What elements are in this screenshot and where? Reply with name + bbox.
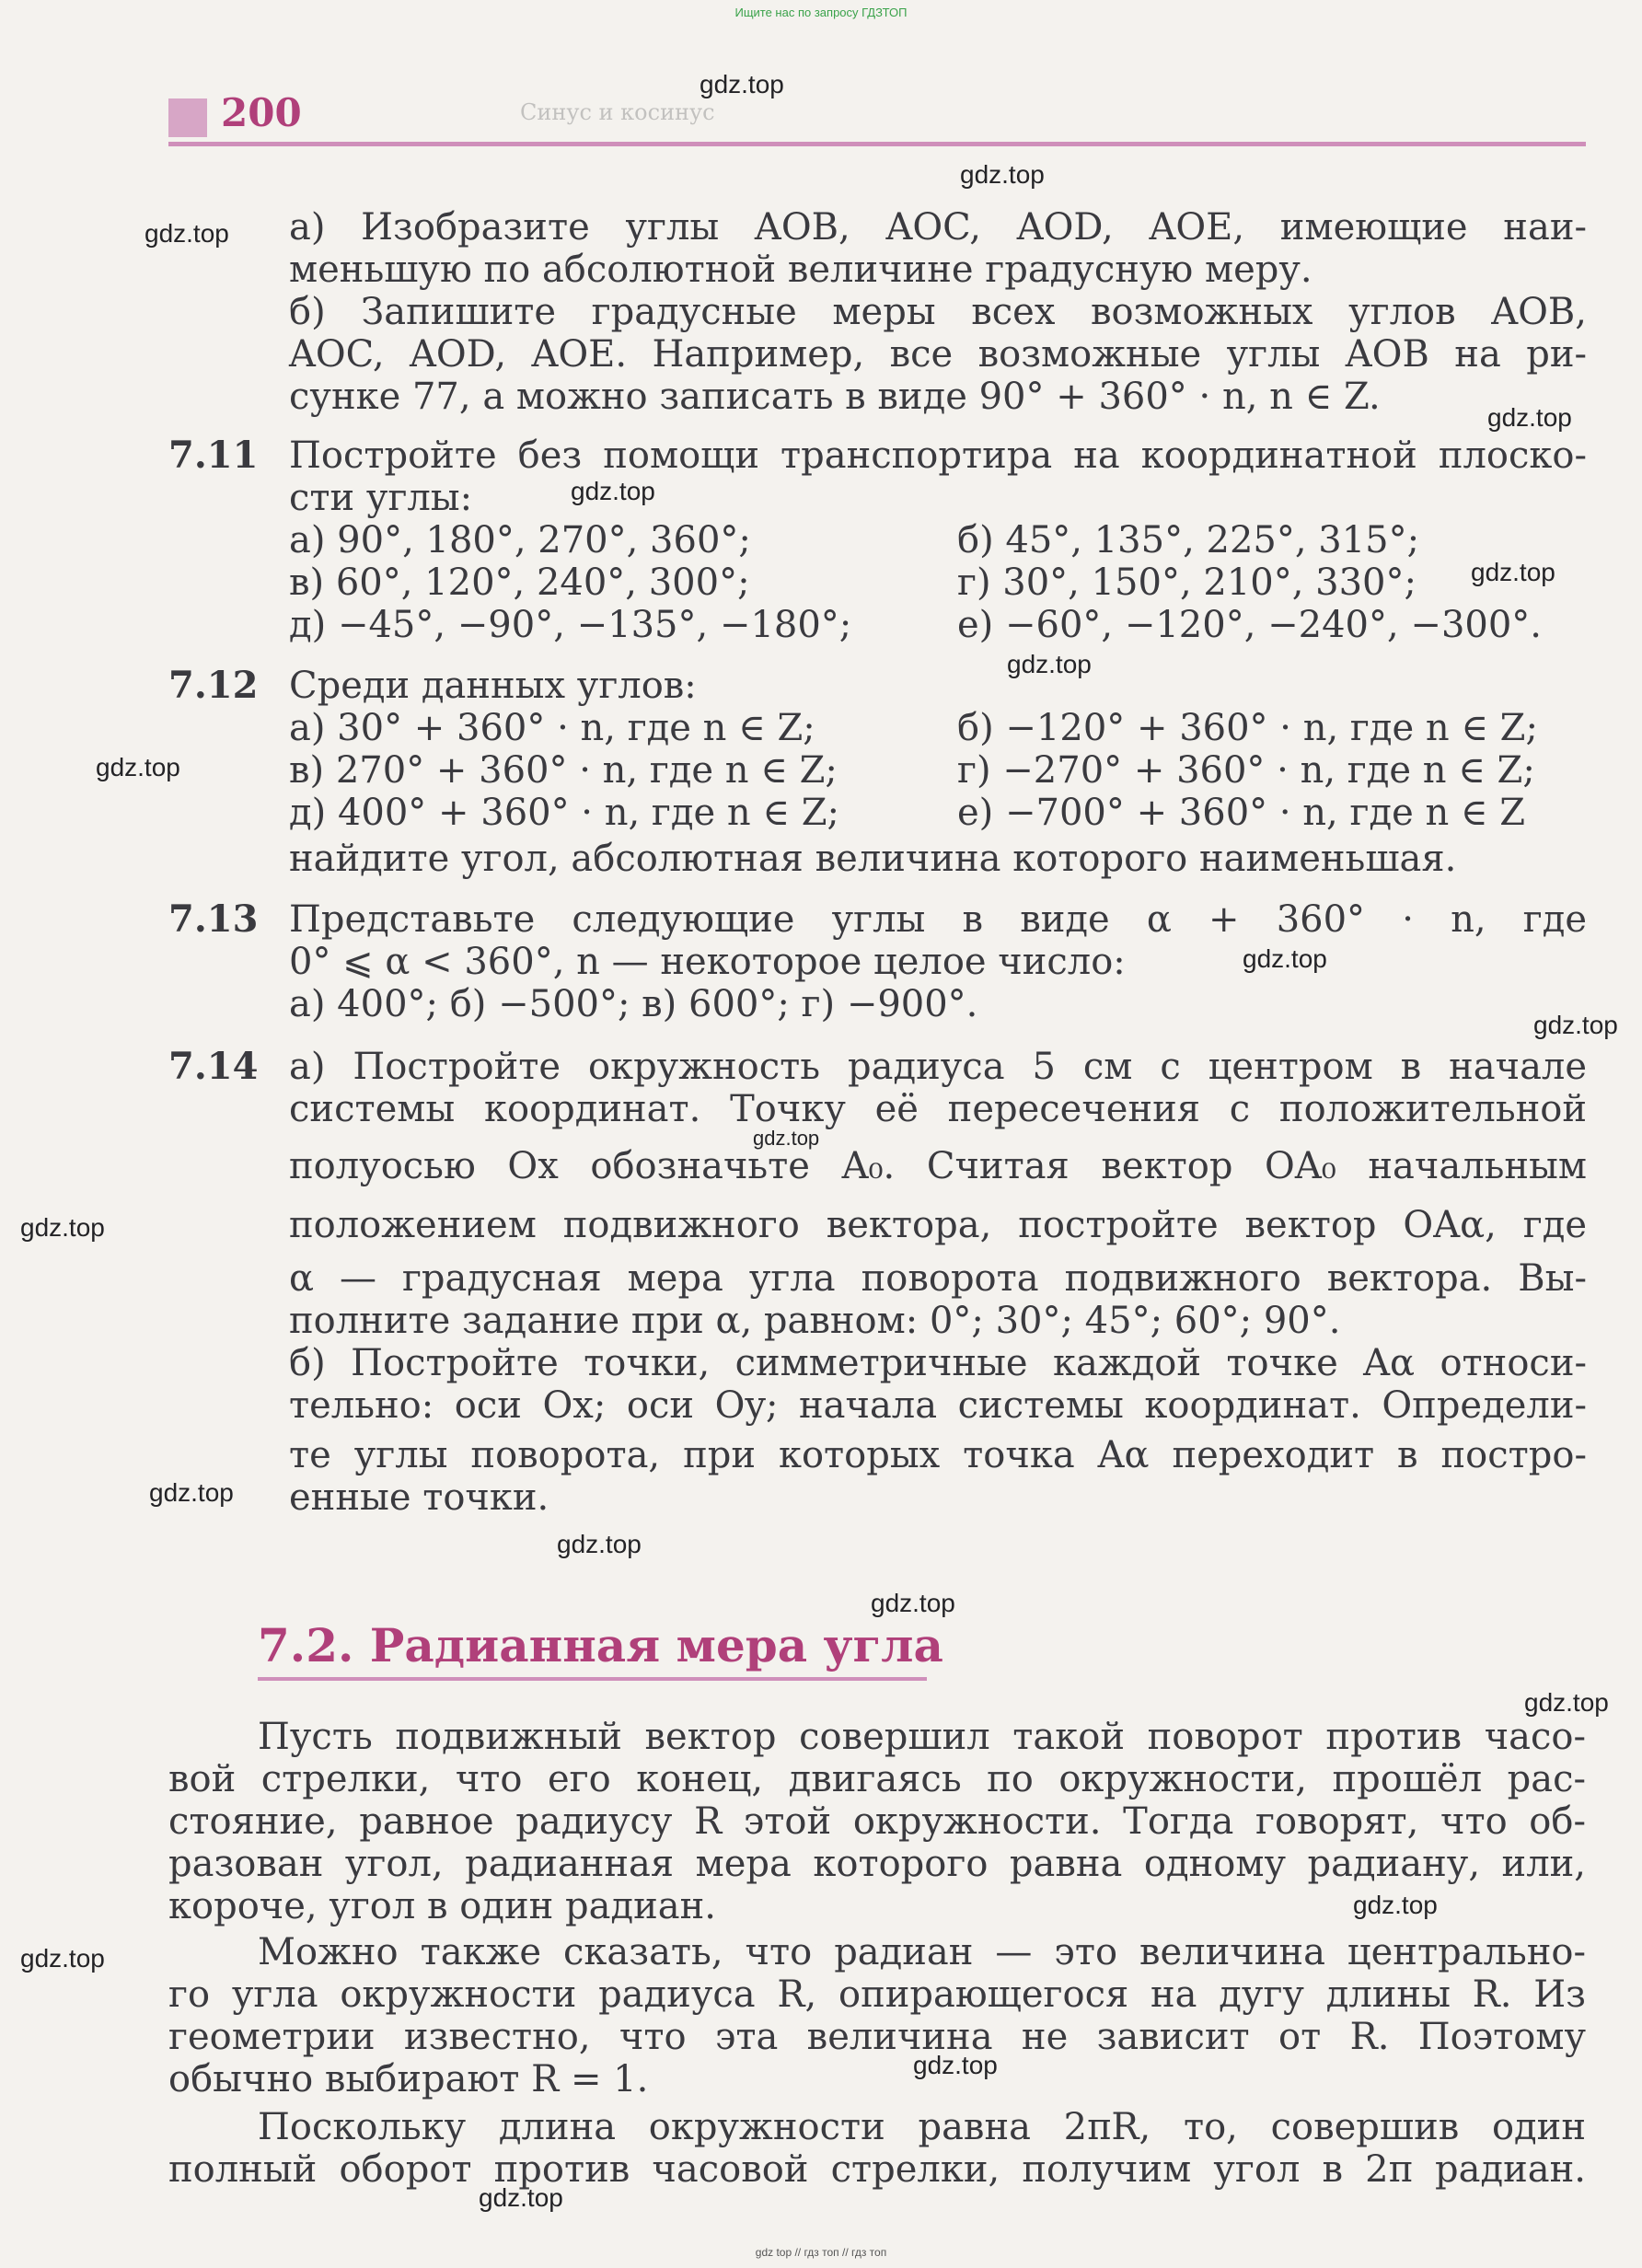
section-rule bbox=[258, 1677, 927, 1681]
text-line: б) Постройте точки, симметричные каждой точке Aα относи- bbox=[289, 1342, 1587, 1384]
text-line: тельно: оси Ox; оси Oy; начала системы координат. Определи- bbox=[289, 1384, 1587, 1427]
problem-number-7-12: 7.12 bbox=[168, 664, 259, 707]
text-line: меньшую по абсолютной величине градусную меру. bbox=[289, 249, 1312, 291]
watermark: gdz.top bbox=[145, 219, 229, 248]
answer-option: е) −700° + 360° · n, где n ∈ Z bbox=[957, 792, 1526, 834]
paragraph-line: Поскольку длина окружности равна 2πR, то, совершив один bbox=[258, 2106, 1586, 2148]
text-line: б) Запишите градусные меры всех возможных углов AOB, bbox=[289, 291, 1587, 333]
paragraph-line: Пусть подвижный вектор совершил такой поворот против часо- bbox=[258, 1716, 1586, 1758]
answer-option: г) −270° + 360° · n, где n ∈ Z; bbox=[957, 749, 1535, 792]
watermark: gdz.top bbox=[1533, 1011, 1618, 1039]
watermark: gdz.top bbox=[479, 2183, 563, 2212]
paragraph-line: Можно также сказать, что радиан — это величина центрально- bbox=[258, 1931, 1586, 1973]
text-line: Постройте без помощи транспортира на координатной плоско- bbox=[289, 434, 1587, 477]
header-rule bbox=[168, 142, 1586, 146]
text-line: а) Постройте окружность радиуса 5 см с центром в начале bbox=[289, 1046, 1587, 1088]
text-line: AOC, AOD, AOE. Например, все возможные углы AOB на ри- bbox=[289, 333, 1587, 376]
text-line: те углы поворота, при которых точка Aα переходит в постро- bbox=[289, 1434, 1587, 1476]
answer-option: б) −120° + 360° · n, где n ∈ Z; bbox=[957, 707, 1538, 749]
watermark: gdz.top bbox=[1487, 403, 1572, 432]
text-line: положением подвижного вектора, постройте вектор OAα, где bbox=[289, 1204, 1587, 1246]
paragraph-line: короче, угол в один радиан. bbox=[168, 1885, 716, 1927]
problem-number-7-11: 7.11 bbox=[168, 434, 259, 477]
text-line: найдите угол, абсолютная величина которого наименьшая. bbox=[289, 838, 1457, 880]
text-line: Среди данных углов: bbox=[289, 665, 697, 707]
watermark: gdz.top bbox=[20, 1944, 105, 1973]
answer-option: е) −60°, −120°, −240°, −300°. bbox=[957, 604, 1542, 646]
answer-option: д) −45°, −90°, −135°, −180°; bbox=[289, 604, 852, 646]
text-line: сунке 77, а можно записать в виде 90° + 360° · n, n ∈ Z. bbox=[289, 376, 1381, 418]
watermark: gdz.top bbox=[1353, 1891, 1438, 1919]
watermark: gdz.top bbox=[1524, 1688, 1609, 1717]
answer-option: а) 90°, 180°, 270°, 360°; bbox=[289, 519, 751, 561]
watermark: gdz.top bbox=[1471, 558, 1555, 586]
watermark: gdz.top bbox=[557, 1530, 642, 1558]
answer-option: д) 400° + 360° · n, где n ∈ Z; bbox=[289, 792, 839, 834]
watermark: gdz.top bbox=[871, 1589, 955, 1617]
watermark: gdz.top bbox=[1007, 650, 1092, 678]
watermark: gdz.top bbox=[571, 477, 655, 505]
paragraph-line: стояние, равное радиусу R этой окружности. Тогда говорят, что об- bbox=[168, 1800, 1586, 1843]
answer-option: в) 60°, 120°, 240°, 300°; bbox=[289, 561, 750, 604]
paragraph-line: геометрии известно, что эта величина не зависит от R. Поэтому bbox=[168, 2016, 1586, 2058]
paragraph-line: полный оборот против часовой стрелки, получим угол в 2π радиан. bbox=[168, 2148, 1586, 2191]
answer-option: в) 270° + 360° · n, где n ∈ Z; bbox=[289, 749, 838, 792]
watermark: gdz.top bbox=[1243, 944, 1327, 973]
paragraph-line: го угла окружности радиуса R, опирающегося на дугу длины R. Из bbox=[168, 1973, 1586, 2016]
text-line: полуосью Ox обозначьте A₀. Считая вектор OA₀ начальным bbox=[289, 1145, 1587, 1187]
bottom-note: gdz top // гдз топ // гдз топ bbox=[755, 2246, 887, 2259]
text-line: Представьте следующие углы в виде α + 360° · n, где bbox=[289, 898, 1587, 941]
text-line: системы координат. Точку её пересечения с положительной bbox=[289, 1088, 1587, 1130]
answer-option: б) 45°, 135°, 225°, 315°; bbox=[957, 519, 1420, 561]
watermark: gdz.top bbox=[753, 1127, 820, 1150]
problem-number-7-13: 7.13 bbox=[168, 897, 259, 941]
text-line: сти углы: bbox=[289, 477, 473, 519]
text-line: енные точки. bbox=[289, 1476, 549, 1519]
answer-option: а) 30° + 360° · n, где n ∈ Z; bbox=[289, 707, 815, 749]
paragraph-line: разован угол, радианная мера которого равна одному радиану, или, bbox=[168, 1843, 1586, 1885]
answer-option: г) 30°, 150°, 210°, 330°; bbox=[957, 561, 1417, 604]
text-line: 0° ⩽ α < 360°, n — некоторое целое число: bbox=[289, 941, 1126, 983]
watermark: gdz.top bbox=[913, 2051, 998, 2079]
top-banner-note: Ищите нас по запросу ГДЗТОП bbox=[734, 6, 908, 19]
page-number-marker bbox=[168, 98, 207, 137]
watermark: gdz.top bbox=[149, 1478, 234, 1507]
section-title: 7.2. Радианная мера угла bbox=[258, 1618, 943, 1672]
running-head: Синус и косинус bbox=[520, 99, 715, 125]
text-line: полните задание при α, равном: 0°; 30°; 45°; 60°; 90°. bbox=[289, 1300, 1341, 1342]
watermark: gdz.top bbox=[96, 753, 180, 781]
paragraph-line: вой стрелки, что его конец, двигаясь по окружности, прошёл рас- bbox=[168, 1758, 1586, 1800]
problem-number-7-14: 7.14 bbox=[168, 1045, 259, 1088]
text-line: α — градусная мера угла поворота подвижного вектора. Вы- bbox=[289, 1257, 1587, 1300]
page-number: 200 bbox=[221, 90, 302, 135]
watermark: gdz.top bbox=[700, 70, 784, 98]
text-line: а) Изобразите углы AOB, AOC, AOD, AOE, имеющие наи- bbox=[289, 206, 1587, 249]
watermark: gdz.top bbox=[960, 160, 1045, 189]
answer-option: а) 400°; б) −500°; в) 600°; г) −900°. bbox=[289, 983, 978, 1025]
watermark: gdz.top bbox=[20, 1213, 105, 1242]
paragraph-line: обычно выбирают R = 1. bbox=[168, 2058, 649, 2100]
